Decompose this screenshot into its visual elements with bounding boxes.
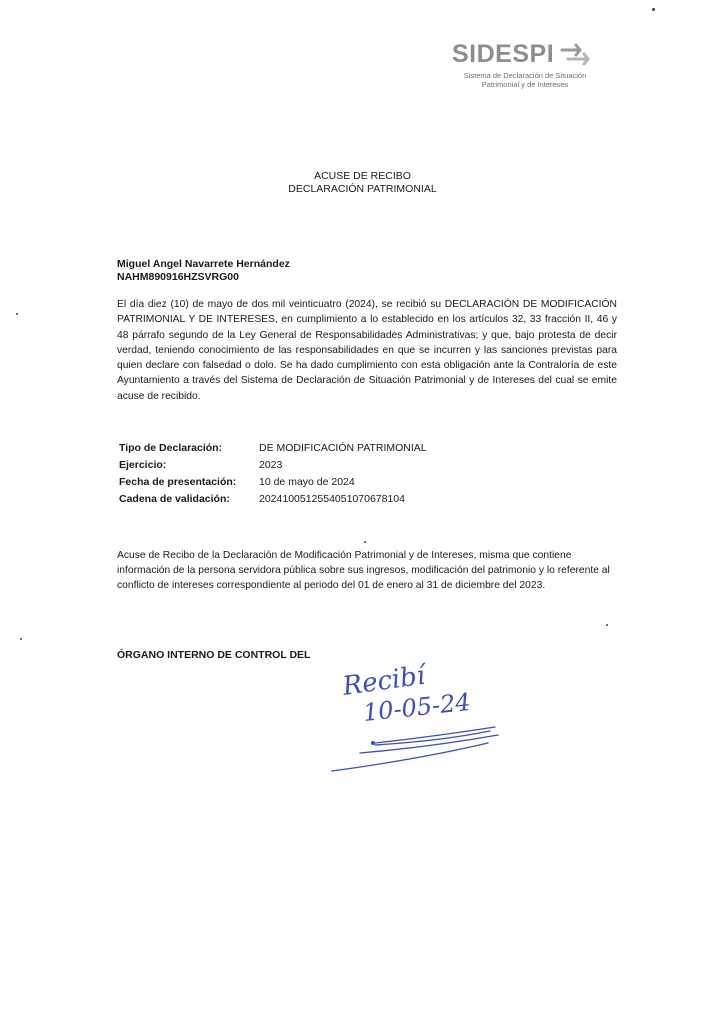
- handwritten-date: 10-05-24: [361, 687, 472, 727]
- detail-row: [119, 491, 427, 508]
- sidespi-logo: [450, 40, 600, 96]
- declaration-details: [119, 440, 427, 508]
- detail-label: Ejercicio:: [119, 459, 167, 471]
- logo-subtitle-line1: Sistema de Declaración de Situación: [463, 71, 587, 80]
- arrow-right-icon: [558, 40, 594, 70]
- body-paragraph: El día diez (10) de mayo de dos mil veinticuatro (2024), se recibió su DECLARACIÓN DE MODIFICACIÓN PATRIMONIAL Y DE INTERESES, en cumplimiento a lo establecido en los artículos 32, 33 fracción II, 46 y 48 párrafo segundo de la Ley General de Responsabilidades Administrativas; y que, bajo protesta de decir verdad, teniendo conocimiento de las responsabilidades en que se incurren y las sanciones previstas para quien declare con falsedad o dolo. Se ha dado cumplimiento con esta obligación ante la Contraloría de este Ayuntamiento a través del Sistema de Declaración de Situación Patrimonial y de Intereses del cual se emite acuse de recibido.: [117, 299, 617, 402]
- scan-speck: [20, 638, 22, 640]
- handwritten-received: Recibí: [340, 660, 427, 702]
- recipient-name: Miguel Angel Navarrete Hernández: [117, 258, 290, 270]
- detail-label: Cadena de validación:: [119, 493, 230, 505]
- organo-interno-label: ÓRGANO INTERNO DE CONTROL DEL: [117, 649, 311, 661]
- signature-stroke: [332, 727, 498, 771]
- detail-row: [119, 457, 427, 474]
- acknowledgement-paragraph: Acuse de Recibo de la Declaración de Modificación Patrimonial y de Intereses, misma que contiene información de la persona servidora pública sobre sus ingresos, modificación del patrimonio y lo referente al conflicto de intereses correspondiente al periodo del 01 de enero al 31 de diciembre del 2023.: [117, 550, 610, 591]
- scan-speck: [652, 8, 655, 11]
- title-line1: ACUSE DE RECIBO: [314, 170, 411, 182]
- detail-row: [119, 474, 427, 491]
- detail-value: 2023: [259, 459, 283, 471]
- logo-wordmark: SIDESPI: [452, 40, 555, 68]
- signature-dot: [371, 741, 375, 745]
- detail-label: Fecha de presentación:: [119, 476, 237, 488]
- scan-speck: [364, 541, 366, 543]
- detail-row: [119, 440, 427, 457]
- title-line2: DECLARACIÓN PATRIMONIAL: [288, 183, 437, 195]
- detail-value: 20241005125540510706781​04: [259, 493, 405, 505]
- detail-value: 10 de mayo de 2024: [259, 476, 355, 488]
- recipient-block: [117, 258, 290, 284]
- logo-subtitle-line2: Patrimonial y de Intereses: [481, 80, 569, 89]
- detail-label: Tipo de Declaración:: [119, 442, 223, 454]
- scan-speck: [16, 313, 18, 315]
- scan-speck: [606, 624, 608, 626]
- recipient-rfc: NAHM890916HZSVRG00: [117, 271, 239, 283]
- document-title: [0, 170, 725, 196]
- detail-value: DE MODIFICACIÓN PATRIMONIAL: [259, 442, 427, 454]
- logo-subtitle: [450, 71, 600, 89]
- handwritten-signature: [320, 655, 520, 775]
